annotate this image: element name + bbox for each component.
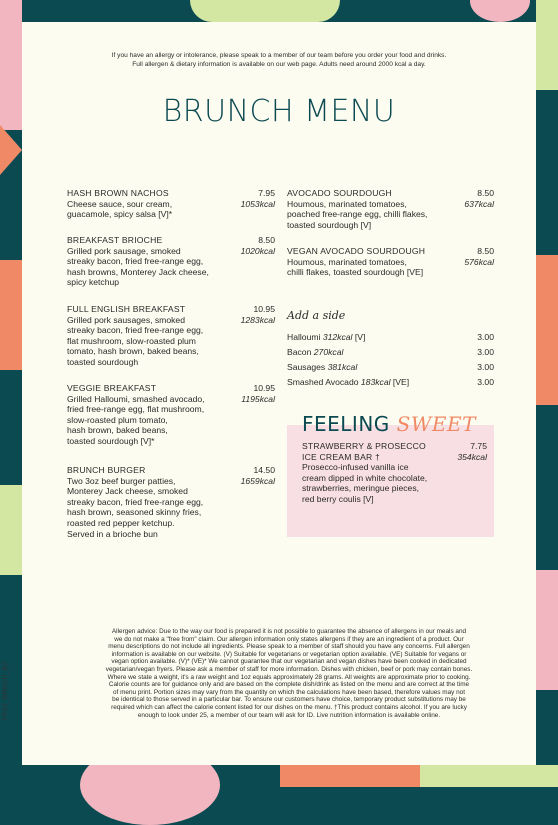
allergen-advice-line: be identical to those served in a particular bar. To ensure our customers have choice, temporary product substitutions may be (112, 696, 466, 704)
menu-item-desc-line: guacamole, spicy salsa [V]* (67, 209, 173, 220)
menu-item-desc-line: fried free-range egg, flat mushroom, (67, 404, 205, 415)
menu-item (67, 235, 275, 288)
menu-item-name: FULL ENGLISH BREAKFAST (67, 304, 186, 314)
menu-item-desc-line: Cheese sauce, sour cream, (67, 198, 173, 209)
menu-item-desc-line: Served in a brioche bun (67, 528, 158, 539)
disclaimer-line-1: If you have an allergy or intolerance, please speak to a member of our team before you order your food and drinks. (111, 52, 447, 59)
allergen-advice-line: vegan option available. (V)* (VE)* We cannot guarantee that our vegetarian and vegan dishes have been cooked in dedicated (111, 658, 467, 666)
side-item-price: 3.00 (477, 347, 494, 357)
side-item-price: 3.00 (477, 362, 494, 372)
menu-item-desc-line: hash brown, baked beans, (67, 425, 168, 436)
menu-item-name: BRUNCH BURGER (67, 465, 146, 475)
sweet-item-desc-3: strawberries, meringue pieces, (302, 483, 420, 494)
border-salmon-block-bottom (280, 765, 420, 787)
allergen-advice-line: of menu print. Portion sizes may vary from the quantity on which the calculations have been based, therefore values may not (112, 688, 466, 696)
menu-item-kcal: 1283kcal (240, 314, 275, 325)
menu-item-price: 7.95 (258, 188, 275, 198)
menu-item-desc-line: flat mushroom, slow-roasted plum (67, 335, 196, 346)
side-item-name: Bacon (287, 347, 312, 357)
border-salmon-block-right (536, 255, 558, 405)
menu-item-desc-line: toasted sourdough (67, 356, 139, 367)
menu-item-price: 14.50 (253, 465, 275, 475)
menu-item-desc-line: tomato, hash brown, baked beans, (67, 346, 199, 357)
side-item-name: Halloumi (287, 332, 321, 342)
menu-item (67, 188, 275, 220)
allergen-advice-line: we do not make a "free from" claim. Our allergen information only states allergens if they are an ingredient of a product. Our (114, 635, 464, 643)
allergen-advice-line: information is available on our website. (V) Suitable for vegetarians or vegetarian option available. (VE) Suitable for vegans or (111, 650, 467, 658)
menu-item-price: 10.95 (253, 304, 275, 314)
menu-item-price: 8.50 (477, 188, 494, 198)
side-item-name: Sausages (287, 362, 326, 372)
menu-item-name: VEGAN AVOCADO SOURDOUGH (287, 246, 426, 256)
menu-item-desc-line: chilli flakes, toasted sourdough [VE] (287, 267, 424, 278)
menu-item-desc-line: Houmous, marinated tomatoes, (287, 198, 407, 209)
sweet-item-desc-4: red berry coulis [V] (302, 493, 374, 504)
allergen-advice (72, 628, 506, 719)
allergen-advice-line: enough to look under 25, a member of our team will ask for ID. Live nutrition information is available online. (137, 711, 441, 719)
menu-code: PP23_BRNCH_B2 (2, 661, 9, 720)
sweet-item-name-1: STRAWBERRY & PROSECCO (302, 441, 426, 451)
menu-item-desc-line: slow-roasted plum tomato, (67, 414, 168, 425)
menu-item-desc-line: Monterey Jack cheese, smoked (67, 486, 188, 497)
menu-item-kcal: 576kcal (464, 256, 494, 267)
sweet-item-price: 7.75 (470, 441, 487, 451)
side-item-price: 3.00 (477, 332, 494, 342)
menu-item-kcal: 1020kcal (240, 245, 275, 256)
menu-item-name: AVOCADO SOURDOUGH (287, 188, 392, 198)
menu-item-desc-line: hash browns, Monterey Jack cheese, (67, 266, 209, 277)
menu-item (67, 383, 275, 447)
allergen-advice-line: Allergen advice: Due to the way our food is prepared it is not possible to guarantee the absence of allergens in our meals and (111, 628, 467, 635)
disclaimer-line-2: Full allergen & dietary information is available on our web page. Adults need around 2000 kcal a day. (132, 60, 426, 68)
menu-item-desc-line: streaky bacon, fried free-range egg, (67, 325, 204, 336)
border-green-top (190, 0, 340, 22)
side-item-kcal: 312kcal (322, 332, 353, 342)
side-item-price: 3.00 (477, 377, 494, 387)
menu-item (287, 188, 494, 230)
menu-item-price: 10.95 (253, 383, 275, 393)
menu-item-desc-line: Grilled Halloumi, smashed avocado, (67, 393, 205, 404)
side-item-kcal: 381kcal (327, 362, 358, 372)
allergen-advice-line: required which can affect the calorie content listed for our dishes on the menu. †This product contains alcohol. If you are lucky (111, 703, 467, 711)
side-item-kcal: 183kcal (360, 377, 391, 387)
menu-item-desc-line: Grilled pork sausage, smoked (67, 245, 181, 256)
border-salmon-block-left (0, 260, 22, 370)
sweet-item-desc-1: Prosecco-infused vanilla ice (302, 462, 409, 473)
border-green-block-left (0, 485, 22, 575)
menu-item-desc-line: poached free-range egg, chilli flakes, (287, 209, 428, 220)
menu-item (67, 304, 275, 368)
allergen-advice-line: Where we state a weight, it's a raw weight and 1oz equals approximately 28 grams. All weights are approximate prior to cooking. (107, 673, 471, 681)
menu-item-name: BREAKFAST BRIOCHE (67, 235, 163, 245)
menu-item-desc-line: roasted red pepper ketchup. (67, 517, 175, 528)
menu-item-price: 8.50 (477, 246, 494, 256)
border-pink-block-right (536, 570, 558, 690)
side-item (287, 347, 494, 358)
border-salmon-triangle-left (0, 125, 22, 175)
menu-item-desc-line: Houmous, marinated tomatoes, (287, 256, 407, 267)
sweet-item-desc-2: cream dipped in white chocolate, (302, 472, 428, 483)
side-item (287, 362, 494, 373)
sweet-heading-sweet: SWEET (396, 412, 476, 436)
menu-page (22, 22, 536, 765)
side-item-tag: [V] (354, 332, 366, 342)
side-item-name: Smashed Avocado (287, 377, 359, 387)
menu-item-desc-line: spicy ketchup (67, 277, 120, 288)
menu-item (67, 465, 275, 539)
menu-item-price: 8.50 (258, 235, 275, 245)
menu-item-kcal: 1659kcal (240, 475, 275, 486)
sweet-item-name-2: ICE CREAM BAR † (302, 451, 380, 462)
border-green-block-right (536, 0, 558, 90)
menu-item-desc-line: toasted sourdough [V] (287, 219, 372, 230)
menu-item-kcal: 1053kcal (240, 198, 275, 209)
sweet-item (302, 441, 487, 505)
menu-item-kcal: 1195kcal (241, 393, 275, 404)
sides-heading: Add a side (287, 309, 346, 322)
allergen-advice-line: menu descriptions do not include all ingredients. Please speak to a member of staff should you have any concerns. Full allergen (108, 643, 470, 651)
side-item-tag: [VE] (392, 377, 410, 387)
allergen-advice-line: Calorie counts are for guidance only and are based on the complete dish/drink as listed on the menu and are correct at the time (108, 681, 470, 689)
allergen-advice-line: vegetarian/vegan fryers. Please ask a member of staff for more information. Dishes with chicken, beef or pork may contain bones. (105, 665, 473, 673)
menu-item-name: VEGGIE BREAKFAST (67, 383, 157, 393)
page-title: BRUNCH MENU (162, 94, 396, 129)
side-item-kcal: 270kcal (313, 347, 344, 357)
menu-item-name: HASH BROWN NACHOS (67, 188, 169, 198)
menu-item-desc-line: toasted sourdough [V]* (67, 435, 155, 446)
menu-item-desc-line: Two 3oz beef burger patties, (67, 475, 176, 486)
sweet-heading (302, 412, 476, 436)
border-green-block-bottom-right (420, 765, 558, 787)
menu-item (287, 246, 494, 278)
side-item (287, 377, 494, 388)
sweet-item-kcal: 354kcal (457, 451, 487, 462)
menu-item-kcal: 637kcal (464, 198, 494, 209)
border-pink-block-top-left (0, 0, 22, 130)
side-item (287, 332, 494, 343)
sweet-heading-feeling: FEELING (302, 412, 390, 436)
border-pink-circle-top-right (470, 0, 530, 22)
menu-item-desc-line: Grilled pork sausages, smoked (67, 314, 185, 325)
menu-item-desc-line: hash brown, seasoned skinny fries, (67, 507, 202, 518)
menu-item-desc-line: streaky bacon, fried free-range egg, (67, 496, 204, 507)
allergy-disclaimer (62, 52, 496, 69)
menu-item-desc-line: streaky bacon, fried free-range egg, (67, 256, 204, 267)
